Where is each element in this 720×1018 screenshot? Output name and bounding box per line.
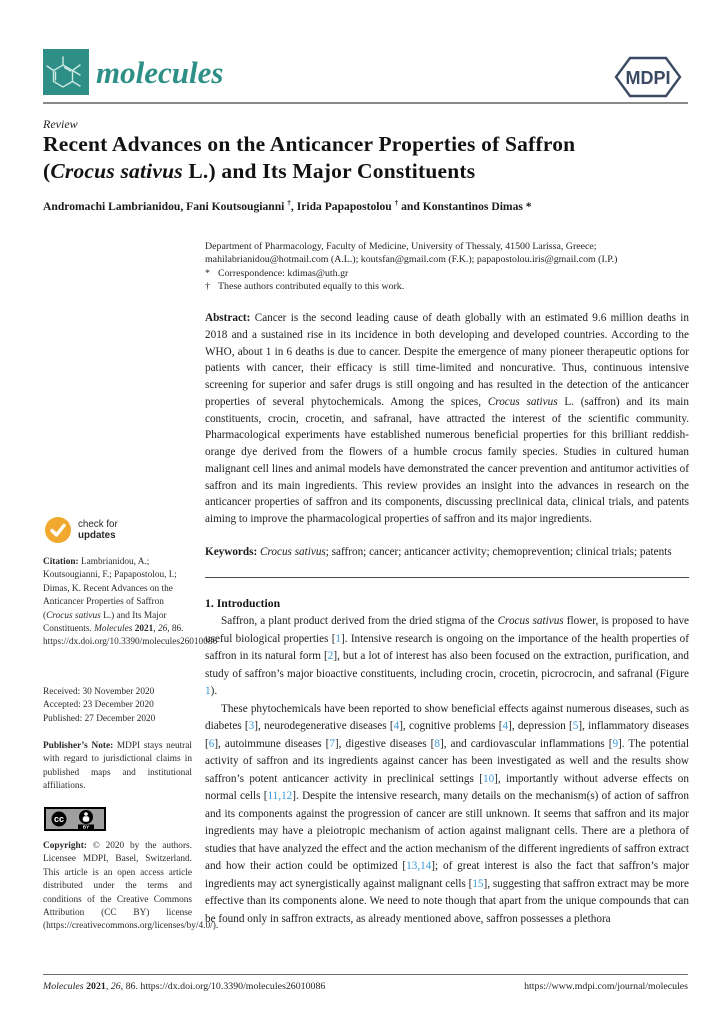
text-segment: Lambrianidou, A.; Koutsougianni, F.; Papapostolou, I.; Dimas, K. Recent Advances on the Anticancer Properties of Saffron ( [43, 557, 177, 621]
text-segment: , 86. https://dx.doi.org/10.3390/molecules26010086 [120, 981, 326, 992]
text-segment: ], but a lot of interest has also been focused on the extraction, purification, and study of saffron’s major bioactive constituents, including crocin, crocetin, picrocrocin, and safranal (Figure [205, 650, 689, 680]
text-segment: L.) and Its Major Constituents [182, 158, 476, 183]
text-segment: † [287, 199, 291, 208]
molecule-structure-icon [43, 49, 89, 95]
text-segment: ]. The potential activity of saffron and its ingredients against cancer has been investigated as well and the results show saffron’s potent anticancer activity in preclinical settings [ [205, 737, 689, 785]
text-segment: ]; of great interest is also the fact that saffron’s major ingredients may act synergistically against malignant cells [ [205, 860, 690, 890]
footer-divider [43, 974, 688, 975]
text-segment: Recent Advances on the Anticancer Properties of Saffron [43, 132, 576, 156]
text-segment: Crocus sativus [50, 158, 183, 183]
citation-ref[interactable]: 4 [502, 720, 509, 732]
text-segment: MDPI stays neutral with regard to jurisdictional claims in published maps and institutional affiliations. [43, 741, 192, 792]
introduction-text [205, 613, 689, 928]
text-segment: , 86. https://dx.doi.org/10.3390/molecules26010086 [43, 624, 218, 648]
title-line-1 [43, 131, 663, 158]
citation-ref[interactable]: 2 [327, 650, 334, 662]
mdpi-logo [614, 56, 684, 98]
text-segment: Keywords: [205, 546, 260, 558]
citation-ref[interactable]: 6 [208, 737, 215, 750]
text-segment: ], autoimmune diseases [ [214, 737, 330, 750]
text-segment: ; saffron; cancer; anticancer activity; chemoprevention; clinical trials; patents [325, 546, 672, 558]
text-segment: © 2020 by the authors. Licensee MDPI, Basel, Switzerland. This article is an open access article distributed under the terms and conditions of the Creative Commons Attribution (CC BY) license (https://creativecommons.org/licenses/by/4.0/). [43, 841, 219, 932]
affiliation-emails: mahilabrianidou@hotmail.com (A.L.); koutsfan@gmail.com (F.K.); papapostolou.iris@gmail.com (I.P.) [205, 254, 618, 266]
header-divider [43, 102, 688, 104]
text-segment: Crocus sativus [260, 546, 326, 558]
text-segment: 26 [157, 624, 168, 635]
text-segment: and Konstantinos Dimas * [398, 200, 532, 213]
citation-ref[interactable]: 3 [248, 720, 255, 732]
citation-ref[interactable]: 1 [335, 632, 342, 645]
text-segment: Citation: [43, 557, 81, 567]
citation-ref[interactable]: 13,14 [406, 860, 432, 872]
text-segment: Copyright: [43, 841, 93, 851]
text-segment: ], depression [ [508, 720, 573, 732]
text-segment: Crocus sativus [497, 615, 564, 627]
text-segment: Cancer is the second leading cause of death globally with an estimated 9.6 million deaths in 2018 and a sustained rise in its incidence in both developing and developed countries. According to the WHO, about 1 in 6 deaths is due to cancer. Despite the emergence of many pioneer therapeutic options for patients with cancer, their efficacy is still time-limited and noncurative. Thus, continuous intensive screening for superior and safer drugs is still ongoing and has resulted in the detection of the anticancer properties of several phytochemicals. Among the spices, [205, 312, 689, 408]
mdpi-hexagon-icon [614, 56, 684, 98]
text-segment: 2021 [86, 981, 106, 992]
text-segment: Abstract: [205, 312, 255, 324]
check-for-updates-badge[interactable] [45, 517, 118, 543]
publisher-note [43, 740, 192, 794]
text-segment: Crocus sativus [46, 610, 101, 621]
correspondence-marker: * [205, 267, 210, 279]
abstract-body-divider [205, 577, 689, 578]
text-segment: , Irida Papapostolou [290, 200, 395, 213]
text-segment: ], cognitive problems [ [399, 720, 503, 732]
equal-contribution-row [205, 280, 691, 293]
equal-contrib-marker: † [205, 281, 210, 293]
paragraph-2 [205, 701, 689, 929]
text-segment: ], importantly without adverse effects on normal cells [ [205, 772, 689, 802]
citation-ref[interactable]: 1 [205, 685, 211, 697]
author-list [43, 200, 683, 213]
paragraph-1 [205, 613, 689, 701]
text-segment: L.) and Its Major Constituents. [43, 610, 167, 635]
check-label-line-1: check for [78, 519, 118, 530]
text-segment: Molecules [43, 981, 84, 992]
text-segment: ]. Despite the intensive research, many details on the mechanism(s) of action of saffron and its components against the progression of cancer are still unknown. It seems that saffron and its major ingredients may have a pleiotropic mechanism of action against malignant cells. There are a plethora of studies that have analyzed the effect and the action mechanism of the different ingredients of saffron extract and how their action could be optimized [ [205, 790, 689, 872]
correspondence-row [205, 267, 691, 280]
citation-ref[interactable]: 10 [482, 772, 495, 785]
citation-ref[interactable]: 4 [393, 720, 400, 732]
text-segment: Saffron, a plant product derived from the dried stigma of the [221, 615, 498, 627]
published-date: Published: 27 December 2020 [43, 713, 156, 724]
check-for-updates-label [78, 519, 118, 541]
citation-ref[interactable]: 15 [472, 877, 484, 890]
cc-by-license-badge[interactable] [44, 807, 106, 831]
citation-ref[interactable]: 11,12 [267, 790, 293, 802]
text-segment: ). [210, 685, 218, 697]
correspondence-note: Correspondence: kdimas@uth.gr [218, 267, 349, 279]
text-segment: ], neurodegenerative diseases [ [254, 720, 394, 732]
text-segment: Publisher’s Note: [43, 741, 117, 751]
citation-ref[interactable]: 8 [434, 737, 440, 750]
check-icon [45, 517, 71, 543]
molecules-logo-icon [43, 49, 89, 95]
text-segment: , [153, 624, 158, 635]
footer-journal-url: https://www.mdpi.com/journal/molecules [524, 981, 688, 992]
equal-contrib-note: These authors contributed equally to this work. [218, 281, 405, 293]
cc-glyph: cc [53, 814, 65, 824]
check-label-line-2: updates [78, 530, 116, 541]
text-segment: 2021 [134, 624, 154, 635]
text-segment: ( [43, 158, 51, 183]
received-date: Received: 30 November 2020 [43, 687, 155, 697]
by-glyph: BY [82, 824, 90, 830]
text-segment: ], digestive diseases [ [334, 737, 435, 750]
title-line-2 [43, 158, 663, 185]
text-segment: 26 [110, 981, 121, 992]
text-segment: Crocus sativus [487, 395, 558, 408]
text-segment: L. (saffron) and its main constituents, crocin, crocetin, and safranal, have attracted the interest of the scientific community. Pharmacological experiments have established numerous beneficial properties for this brilliant reddish-orange dye derived from the flowers of a humble crocus family species. Studies in cultured human malignant cell lines and animal models have demonstrated the cancer prevention and antitumor activities of saffron and its main ingredients. This review provides an insight into the advances in research on the anticancer properties of saffron and its components, discussing preclinical data, clinical trials, and patents aiming to improve the pharmacological properties of saffron and its major ingredients. [205, 395, 690, 525]
text-segment: † [394, 199, 399, 208]
abstract [205, 310, 689, 528]
mdpi-logo-text: MDPI [625, 68, 671, 88]
text-segment: ]. Intensive research is ongoing on the importance of the health properties of saffron in its natural form [ [205, 632, 689, 662]
citation-ref[interactable]: 5 [572, 720, 579, 732]
accepted-date: Accepted: 23 December 2020 [43, 700, 154, 711]
creative-commons-by-icon [44, 807, 106, 831]
text-segment: Andromachi Lambrianidou, Fani Koutsougianni [43, 200, 288, 213]
text-segment: These phytochemicals have been reported to show beneficial effects against numerous diseases, such as diabetes [ [205, 702, 689, 732]
affiliation-block [205, 240, 691, 294]
article-title [43, 131, 663, 184]
article-history [43, 686, 192, 726]
text-segment: Molecules [94, 624, 133, 635]
citation-ref[interactable]: 7 [329, 737, 335, 750]
text-segment: flower, is proposed to have useful biological properties [ [205, 615, 690, 645]
footer-citation [43, 981, 325, 992]
keywords [205, 544, 689, 561]
text-segment: , [105, 981, 111, 992]
text-segment: ], suggesting that saffron extract may be more effective than its components alone. We need to note though that apart from the unique compounds that can be found only in saffron extracts, as already mentioned above, saffron possesses a plethora [205, 877, 689, 925]
text-segment: ], and cardiovascular inflammations [ [439, 737, 613, 750]
citation-block [43, 556, 218, 650]
text-segment: ], inflammatory diseases [ [205, 720, 689, 750]
article-type-label: Review [43, 117, 78, 131]
affiliation-address: Department of Pharmacology, Faculty of Medicine, University of Thessaly, 41500 Larissa, Greece; [205, 241, 597, 252]
citation-ref[interactable]: 9 [612, 737, 619, 750]
copyright-note [43, 840, 219, 934]
section-heading-introduction: 1. Introduction [205, 597, 281, 610]
journal-name: molecules [96, 55, 224, 90]
